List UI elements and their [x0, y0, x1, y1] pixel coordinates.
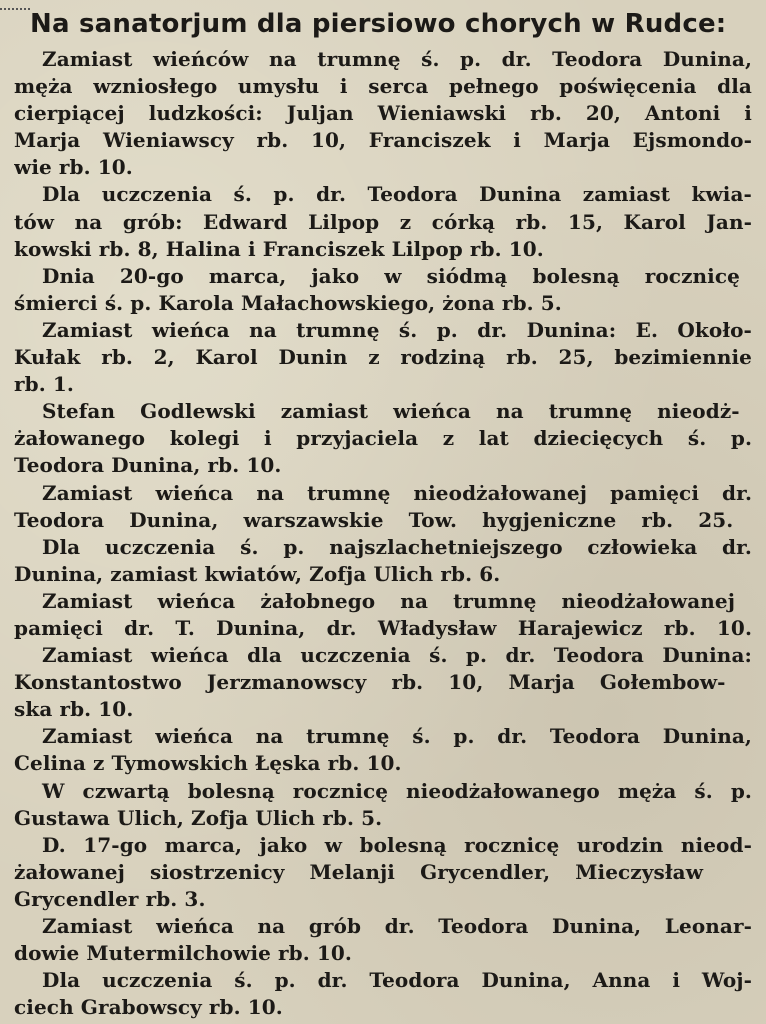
text-line: Zamiast wieńców na trumnę ś. p. dr. Teodora Dunina, — [42, 47, 752, 71]
text-line: cierpiącej ludzkości: Juljan Wieniawski rb. 20, Antoni i — [14, 101, 752, 126]
text-line: pamięci dr. T. Dunina, dr. Władysław Harajewicz rb. 10. — [14, 615, 752, 640]
text-line: Dla uczczenia ś. p. najszlachetniejszego człowieka dr. — [42, 534, 752, 559]
text-line: Zamiast wieńca na trumnę nieodżałowanej pamięci dr. — [42, 480, 752, 505]
text-line: W czwartą bolesną rocznicę nieodżałowanego męża ś. p. — [42, 778, 752, 803]
text-line: Grycendler rb. 3. — [14, 886, 206, 911]
section-headline: Na sanatorjum dla piersiowo chorych w Rudce: — [30, 9, 727, 39]
text-line: Teodora Dunina, warszawskie Tow. hygjeniczne rb. 25. — [14, 507, 734, 532]
text-line: ciech Grabowscy rb. 10. — [14, 995, 283, 1020]
text-line: dowie Mutermilchowie rb. 10. — [14, 941, 352, 966]
text-line: Dunina, zamiast kwiatów, Zofja Ulich rb. 6. — [14, 561, 501, 586]
text-line: Zamiast wieńca dla uczczenia ś. p. dr. Teodora Dunina: — [42, 643, 752, 668]
text-line: Dla uczczenia ś. p. dr. Teodora Dunina zamiast kwia- — [42, 182, 752, 207]
text-line: Dnia 20-go marca, jako w siódmą bolesną rocznicę — [42, 263, 740, 288]
text-line: Dla uczczenia ś. p. dr. Teodora Dunina, Anna i Woj- — [42, 968, 752, 993]
text-line: ska rb. 10. — [14, 697, 134, 722]
text-line: Celina z Tymowskich Łęska rb. 10. — [14, 751, 402, 776]
text-line: Konstantostwo Jerzmanowscy rb. 10, Marja Gołembow- — [14, 670, 726, 695]
text-line: Stefan Godlewski zamiast wieńca na trumnę nieodż- — [42, 399, 740, 424]
text-line: Zamiast wieńca żałobnego na trumnę nieodżałowanej — [42, 588, 736, 613]
text-line: tów na grób: Edward Lilpop z córką rb. 15, Karol Jan- — [14, 209, 752, 234]
text-line: Gustawa Ulich, Zofja Ulich rb. 5. — [14, 805, 383, 830]
text-line: wie rb. 10. — [14, 155, 133, 180]
text-line: Zamiast wieńca na trumnę ś. p. dr. Dunina: E. Około- — [42, 317, 752, 342]
donation-list-column — [14, 46, 752, 1021]
text-line: męża wzniosłego umysłu i serca pełnego poświęcenia dla — [14, 74, 752, 99]
text-line: rb. 1. — [14, 372, 74, 397]
text-line: D. 17-go marca, jako w bolesną rocznicę urodzin nieod- — [42, 832, 752, 857]
text-line: Kułak rb. 2, Karol Dunin z rodziną rb. 25, bezimiennie — [14, 345, 752, 370]
top-edge-fragment — [0, 0, 30, 10]
text-line: kowski rb. 8, Halina i Franciszek Lilpop rb. 10. — [14, 236, 544, 261]
text-line: Teodora Dunina, rb. 10. — [14, 453, 282, 478]
text-line: żałowanego kolegi i przyjaciela z lat dziecięcych ś. p. — [14, 426, 752, 451]
text-line: Zamiast wieńca na trumnę ś. p. dr. Teodora Dunina, — [42, 724, 752, 749]
text-line: Marja Wieniawscy rb. 10, Franciszek i Marja Ejsmondo- — [14, 128, 752, 153]
text-line: śmierci ś. p. Karola Małachowskiego, żona rb. 5. — [14, 290, 562, 315]
text-line: żałowanej siostrzenicy Melanji Grycendler, Mieczysław — [14, 859, 704, 884]
text-line: Zamiast wieńca na grób dr. Teodora Dunina, Leonar- — [42, 914, 752, 938]
